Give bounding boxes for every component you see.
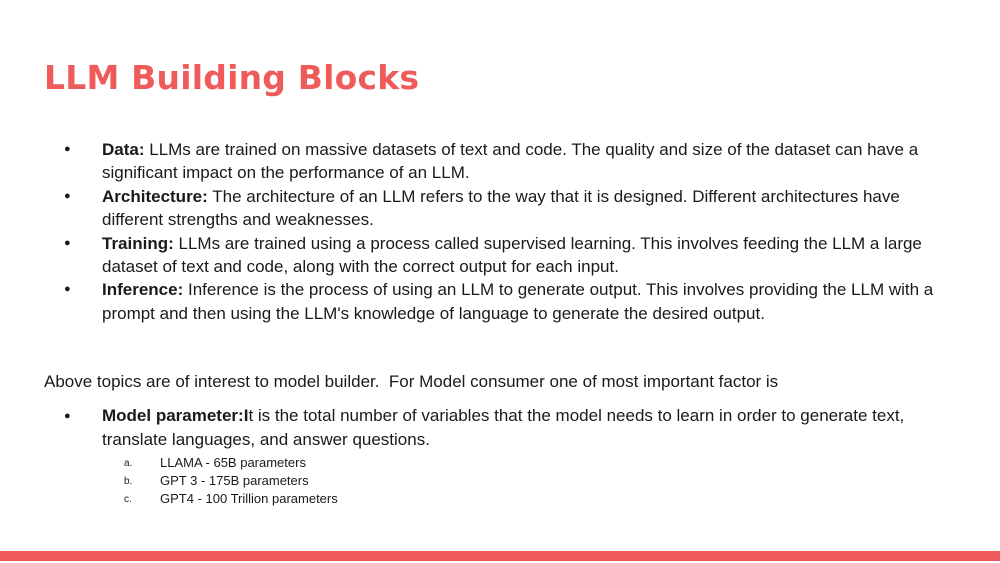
bullet-text: The architecture of an LLM refers to the way that it is designed. Different architectures have different strengths and weaknesses. <box>102 186 900 230</box>
bullet-text: Inference is the process of using an LLM to generate output. This involves providing the LLM with a prompt and then using the LLM's knowledge of language to generate the desired output. <box>102 280 934 323</box>
list-marker: c. <box>124 494 132 505</box>
list-item <box>102 490 962 508</box>
bullet-term: Architecture: <box>102 186 208 206</box>
bullet-term: Data: <box>102 140 145 159</box>
list-item <box>102 472 962 490</box>
example-text: GPT4 - 100 Trillion parameters <box>160 491 338 506</box>
building-blocks-list <box>62 138 962 325</box>
list-marker: a. <box>124 458 133 469</box>
list-item <box>102 454 962 472</box>
example-text: GPT 3 - 175B parameters <box>160 473 309 488</box>
slide-title: LLM Building Blocks <box>44 58 420 97</box>
bullet-text: LLMs are trained on massive datasets of text and code. The quality and size of the dataset can have a significant impact on the performance of an LLM. <box>102 140 919 183</box>
example-text: LLAMA - 65B parameters <box>160 455 306 470</box>
bullet-term: Model parameter:I <box>102 406 249 425</box>
list-marker: b. <box>124 476 133 487</box>
bottom-accent-bar <box>0 551 1000 561</box>
bullet-text: t is the total number of variables that the model needs to learn in order to generate text, translate languages, and answer questions. <box>102 406 905 449</box>
bullet-term: Training: <box>102 233 174 253</box>
consumer-intro: Above topics are of interest to model builder. For Model consumer one of most important factor is <box>44 372 779 391</box>
bullet-model-parameter <box>62 404 962 508</box>
bullet-text: LLMs are trained using a process called supervised learning. This involves feeding the LLM a large dataset of text and code, along with the correct output for each input. <box>102 233 922 277</box>
bullet-architecture <box>62 185 962 232</box>
parameter-examples-list <box>102 454 962 508</box>
bullet-training <box>62 232 962 279</box>
bullet-data <box>62 138 962 185</box>
model-consumer-list <box>62 404 962 508</box>
bullet-term: Inference: <box>102 280 184 300</box>
bullet-inference <box>62 278 962 325</box>
